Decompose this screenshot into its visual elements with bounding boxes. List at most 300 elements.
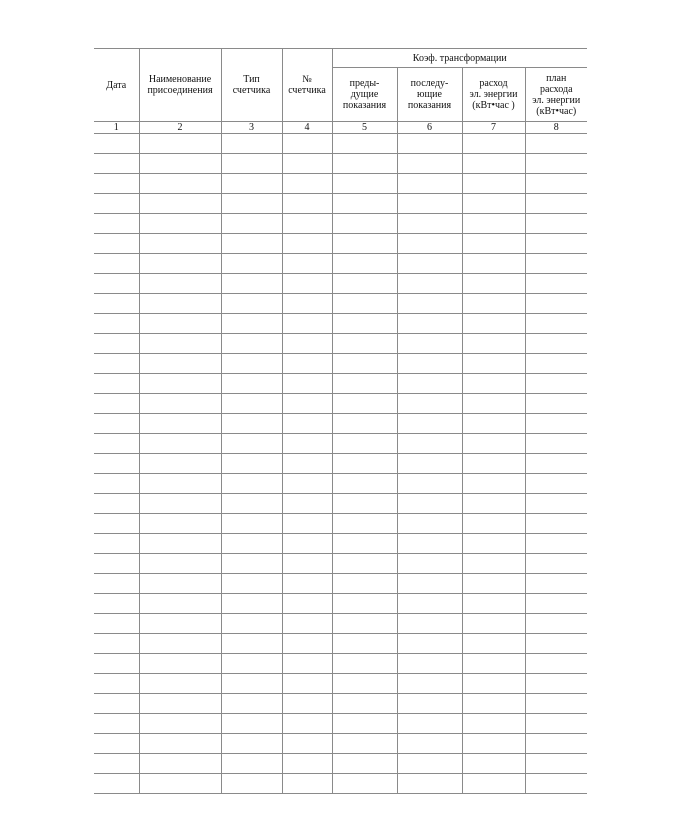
col-header-meter-number: № счетчика — [282, 49, 332, 122]
table-cell[interactable] — [221, 474, 282, 494]
table-cell[interactable] — [139, 694, 221, 714]
table-cell[interactable] — [332, 414, 397, 434]
table-cell[interactable] — [525, 474, 587, 494]
table-cell[interactable] — [525, 634, 587, 654]
table-cell[interactable] — [282, 374, 332, 394]
table-cell[interactable] — [139, 274, 221, 294]
table-cell[interactable] — [397, 274, 462, 294]
col-header-energy-consumption: расход эл. энергии (кВт•час ) — [462, 68, 525, 122]
table-cell[interactable] — [525, 414, 587, 434]
table-cell[interactable] — [462, 134, 525, 154]
table-cell[interactable] — [397, 474, 462, 494]
table-cell[interactable] — [221, 574, 282, 594]
table-cell[interactable] — [525, 694, 587, 714]
table-cell[interactable] — [94, 194, 139, 214]
table-cell[interactable] — [397, 394, 462, 414]
table-cell[interactable] — [94, 374, 139, 394]
table-cell[interactable] — [139, 594, 221, 614]
table-cell[interactable] — [332, 674, 397, 694]
table-row — [94, 734, 587, 754]
table-cell[interactable] — [525, 574, 587, 594]
table-cell[interactable] — [332, 754, 397, 774]
table-cell[interactable] — [139, 194, 221, 214]
table-cell[interactable] — [221, 614, 282, 634]
meter-log-table — [94, 48, 587, 794]
table-cell[interactable] — [221, 174, 282, 194]
table-cell[interactable] — [462, 274, 525, 294]
table-cell[interactable] — [221, 194, 282, 214]
table-cell[interactable] — [462, 314, 525, 334]
table-cell[interactable] — [397, 594, 462, 614]
table-cell[interactable] — [139, 234, 221, 254]
table-cell[interactable] — [462, 594, 525, 614]
table-cell[interactable] — [525, 614, 587, 634]
table-cell[interactable] — [94, 414, 139, 434]
table-cell[interactable] — [282, 654, 332, 674]
table-cell[interactable] — [462, 334, 525, 354]
table-cell[interactable] — [282, 514, 332, 534]
table-row — [94, 694, 587, 714]
table-cell[interactable] — [332, 354, 397, 374]
table-cell[interactable] — [139, 554, 221, 574]
table-cell[interactable] — [139, 574, 221, 594]
table-cell[interactable] — [94, 394, 139, 414]
table-cell[interactable] — [525, 774, 587, 794]
table-cell[interactable] — [332, 694, 397, 714]
table-cell[interactable] — [397, 314, 462, 334]
table-cell[interactable] — [525, 394, 587, 414]
table-cell[interactable] — [94, 134, 139, 154]
table-cell[interactable] — [139, 474, 221, 494]
table-cell[interactable] — [282, 674, 332, 694]
table-cell[interactable] — [462, 434, 525, 454]
table-row — [94, 394, 587, 414]
table-cell[interactable] — [397, 554, 462, 574]
table-cell[interactable] — [525, 734, 587, 754]
table-cell[interactable] — [94, 554, 139, 574]
table-cell[interactable] — [525, 134, 587, 154]
table-row — [94, 294, 587, 314]
table-cell[interactable] — [332, 154, 397, 174]
table-cell[interactable] — [332, 614, 397, 634]
table-cell[interactable] — [397, 694, 462, 714]
table-cell[interactable] — [525, 334, 587, 354]
table-cell[interactable] — [282, 214, 332, 234]
table-cell[interactable] — [94, 674, 139, 694]
table-cell[interactable] — [282, 534, 332, 554]
table-cell[interactable] — [397, 514, 462, 534]
table-cell[interactable] — [282, 354, 332, 374]
table-cell[interactable] — [139, 674, 221, 694]
table-cell[interactable] — [462, 254, 525, 274]
table-cell[interactable] — [525, 674, 587, 694]
table-cell[interactable] — [221, 434, 282, 454]
table-cell[interactable] — [94, 354, 139, 374]
column-number: 4 — [282, 122, 332, 134]
table-cell[interactable] — [94, 714, 139, 734]
col-header-next-readings: последу- ющие показания — [397, 68, 462, 122]
table-cell[interactable] — [525, 374, 587, 394]
table-cell[interactable] — [139, 454, 221, 474]
table-cell[interactable] — [397, 134, 462, 154]
table-cell[interactable] — [332, 474, 397, 494]
table-cell[interactable] — [397, 334, 462, 354]
table-cell[interactable] — [397, 754, 462, 774]
table-cell[interactable] — [332, 334, 397, 354]
table-cell[interactable] — [462, 554, 525, 574]
table-cell[interactable] — [282, 474, 332, 494]
table-cell[interactable] — [139, 294, 221, 314]
table-cell[interactable] — [94, 274, 139, 294]
table-cell[interactable] — [462, 534, 525, 554]
table-row — [94, 374, 587, 394]
table-cell[interactable] — [462, 234, 525, 254]
table-row — [94, 774, 587, 794]
table-cell[interactable] — [221, 694, 282, 714]
table-cell[interactable] — [332, 394, 397, 414]
table-cell[interactable] — [462, 574, 525, 594]
table-row — [94, 454, 587, 474]
table-cell[interactable] — [282, 334, 332, 354]
table-cell[interactable] — [94, 534, 139, 554]
table-cell[interactable] — [221, 634, 282, 654]
table-cell[interactable] — [332, 494, 397, 514]
table-cell[interactable] — [221, 234, 282, 254]
table-cell[interactable] — [525, 174, 587, 194]
table-cell[interactable] — [94, 494, 139, 514]
column-number: 6 — [397, 122, 462, 134]
table-cell[interactable] — [332, 714, 397, 734]
table-row — [94, 354, 587, 374]
table-cell[interactable] — [525, 754, 587, 774]
table-cell[interactable] — [221, 654, 282, 674]
table-cell[interactable] — [332, 194, 397, 214]
table-cell[interactable] — [397, 714, 462, 734]
table-row — [94, 514, 587, 534]
table-cell[interactable] — [332, 134, 397, 154]
table-cell[interactable] — [462, 674, 525, 694]
table-cell[interactable] — [397, 774, 462, 794]
column-number: 1 — [94, 122, 139, 134]
table-cell[interactable] — [221, 314, 282, 334]
table-cell[interactable] — [397, 154, 462, 174]
table-cell[interactable] — [282, 154, 332, 174]
table-cell[interactable] — [139, 654, 221, 674]
table-cell[interactable] — [282, 634, 332, 654]
table-cell[interactable] — [397, 414, 462, 434]
table-cell[interactable] — [397, 614, 462, 634]
table-cell[interactable] — [332, 294, 397, 314]
table-row — [94, 574, 587, 594]
table-cell[interactable] — [139, 414, 221, 434]
table-cell[interactable] — [139, 154, 221, 174]
table-cell[interactable] — [525, 294, 587, 314]
table-row — [94, 334, 587, 354]
table-cell[interactable] — [282, 454, 332, 474]
table-cell[interactable] — [94, 514, 139, 534]
col-header-meter-type: Тип счетчика — [221, 49, 282, 122]
table-cell[interactable] — [221, 494, 282, 514]
table-cell[interactable] — [282, 714, 332, 734]
table-cell[interactable] — [139, 254, 221, 274]
table-cell[interactable] — [139, 774, 221, 794]
table-cell[interactable] — [282, 414, 332, 434]
table-cell[interactable] — [94, 774, 139, 794]
table-cell[interactable] — [397, 194, 462, 214]
table-cell[interactable] — [397, 454, 462, 474]
table-row — [94, 754, 587, 774]
table-cell[interactable] — [282, 174, 332, 194]
table-cell[interactable] — [139, 214, 221, 234]
table-cell[interactable] — [221, 554, 282, 574]
table-cell[interactable] — [462, 474, 525, 494]
table-cell[interactable] — [282, 494, 332, 514]
table-cell[interactable] — [221, 134, 282, 154]
table-cell[interactable] — [332, 234, 397, 254]
table-cell[interactable] — [139, 354, 221, 374]
table-cell[interactable] — [462, 174, 525, 194]
table-row — [94, 614, 587, 634]
table-cell[interactable] — [139, 174, 221, 194]
table-cell[interactable] — [221, 294, 282, 314]
table-cell[interactable] — [397, 674, 462, 694]
table-cell[interactable] — [332, 514, 397, 534]
table-cell[interactable] — [397, 494, 462, 514]
table-cell[interactable] — [332, 654, 397, 674]
table-cell[interactable] — [462, 694, 525, 714]
table-cell[interactable] — [462, 514, 525, 534]
table-cell[interactable] — [221, 734, 282, 754]
table-cell[interactable] — [94, 174, 139, 194]
table-cell[interactable] — [397, 234, 462, 254]
table-cell[interactable] — [525, 154, 587, 174]
table-cell[interactable] — [139, 534, 221, 554]
table-cell[interactable] — [221, 594, 282, 614]
table-cell[interactable] — [462, 454, 525, 474]
table-cell[interactable] — [221, 394, 282, 414]
table-row — [94, 494, 587, 514]
table-cell[interactable] — [332, 534, 397, 554]
table-cell[interactable] — [525, 514, 587, 534]
table-cell[interactable] — [221, 414, 282, 434]
table-cell[interactable] — [462, 654, 525, 674]
table-cell[interactable] — [462, 414, 525, 434]
table-cell[interactable] — [221, 154, 282, 174]
table-cell[interactable] — [397, 354, 462, 374]
table-cell[interactable] — [332, 634, 397, 654]
table-cell[interactable] — [282, 314, 332, 334]
table-cell[interactable] — [397, 254, 462, 274]
table-cell[interactable] — [397, 174, 462, 194]
table-cell[interactable] — [332, 374, 397, 394]
header-row-top — [94, 49, 587, 68]
table-cell[interactable] — [139, 334, 221, 354]
table-cell[interactable] — [221, 534, 282, 554]
table-cell[interactable] — [282, 574, 332, 594]
table-cell[interactable] — [139, 394, 221, 414]
table-cell[interactable] — [462, 614, 525, 634]
table-cell[interactable] — [332, 274, 397, 294]
table-cell[interactable] — [282, 774, 332, 794]
table-cell[interactable] — [397, 634, 462, 654]
table-cell[interactable] — [282, 254, 332, 274]
table-cell[interactable] — [139, 374, 221, 394]
table-cell[interactable] — [525, 494, 587, 514]
table-cell[interactable] — [462, 394, 525, 414]
table-cell[interactable] — [282, 274, 332, 294]
table-row — [94, 474, 587, 494]
table-cell[interactable] — [282, 294, 332, 314]
table-cell[interactable] — [94, 454, 139, 474]
table-cell[interactable] — [221, 254, 282, 274]
table-cell[interactable] — [94, 294, 139, 314]
table-cell[interactable] — [139, 714, 221, 734]
table-cell[interactable] — [397, 534, 462, 554]
table-cell[interactable] — [94, 594, 139, 614]
col-header-connection-name: Наименование присоединения — [139, 49, 221, 122]
table-cell[interactable] — [397, 434, 462, 454]
table-row — [94, 434, 587, 454]
table-cell[interactable] — [221, 334, 282, 354]
table-cell[interactable] — [221, 714, 282, 734]
table-cell[interactable] — [94, 314, 139, 334]
table-cell[interactable] — [332, 734, 397, 754]
table-cell[interactable] — [397, 574, 462, 594]
table-cell[interactable] — [94, 234, 139, 254]
table-cell[interactable] — [332, 314, 397, 334]
table-row — [94, 214, 587, 234]
table-cell[interactable] — [94, 654, 139, 674]
table-cell[interactable] — [139, 134, 221, 154]
table-cell[interactable] — [221, 514, 282, 534]
table-cell[interactable] — [397, 214, 462, 234]
table-cell[interactable] — [221, 374, 282, 394]
table-cell[interactable] — [139, 634, 221, 654]
table-cell[interactable] — [94, 334, 139, 354]
table-cell[interactable] — [221, 214, 282, 234]
table-cell[interactable] — [94, 214, 139, 234]
table-row — [94, 314, 587, 334]
table-cell[interactable] — [525, 194, 587, 214]
table-cell[interactable] — [462, 374, 525, 394]
table-cell[interactable] — [221, 454, 282, 474]
table-cell[interactable] — [282, 554, 332, 574]
table-cell[interactable] — [94, 574, 139, 594]
table-cell[interactable] — [94, 474, 139, 494]
table-cell[interactable] — [94, 254, 139, 274]
table-cell[interactable] — [525, 454, 587, 474]
table-cell[interactable] — [525, 434, 587, 454]
table-cell[interactable] — [397, 294, 462, 314]
table-cell[interactable] — [94, 154, 139, 174]
table-cell[interactable] — [94, 734, 139, 754]
table-cell[interactable] — [462, 774, 525, 794]
table-cell[interactable] — [332, 574, 397, 594]
table-cell[interactable] — [221, 274, 282, 294]
table-cell[interactable] — [332, 594, 397, 614]
table-cell[interactable] — [282, 434, 332, 454]
table-cell[interactable] — [525, 534, 587, 554]
table-cell[interactable] — [94, 754, 139, 774]
table-cell[interactable] — [282, 594, 332, 614]
table-cell[interactable] — [282, 694, 332, 714]
table-cell[interactable] — [462, 714, 525, 734]
table-row — [94, 274, 587, 294]
table-cell[interactable] — [332, 174, 397, 194]
table-cell[interactable] — [94, 434, 139, 454]
table-cell[interactable] — [462, 754, 525, 774]
table-cell[interactable] — [221, 354, 282, 374]
table-cell[interactable] — [462, 194, 525, 214]
table-cell[interactable] — [462, 154, 525, 174]
table-cell[interactable] — [139, 734, 221, 754]
column-number: 5 — [332, 122, 397, 134]
table-cell[interactable] — [525, 234, 587, 254]
table-cell[interactable] — [282, 734, 332, 754]
table-row — [94, 534, 587, 554]
table-cell[interactable] — [525, 554, 587, 574]
col-header-planned-consumption: план расхода эл. энергии (кВт•час) — [525, 68, 587, 122]
table-cell[interactable] — [94, 634, 139, 654]
table-row — [94, 254, 587, 274]
table-cell[interactable] — [525, 254, 587, 274]
table-cell[interactable] — [525, 354, 587, 374]
table-cell[interactable] — [139, 494, 221, 514]
table-cell[interactable] — [332, 454, 397, 474]
table-cell[interactable] — [462, 294, 525, 314]
table-cell[interactable] — [397, 734, 462, 754]
table-cell[interactable] — [139, 314, 221, 334]
table-cell[interactable] — [139, 754, 221, 774]
table-cell[interactable] — [282, 754, 332, 774]
table-row — [94, 194, 587, 214]
table-cell[interactable] — [397, 654, 462, 674]
table-cell[interactable] — [282, 614, 332, 634]
table-cell[interactable] — [282, 394, 332, 414]
table-cell[interactable] — [332, 774, 397, 794]
table-cell[interactable] — [332, 554, 397, 574]
table-cell[interactable] — [462, 214, 525, 234]
table-cell[interactable] — [525, 654, 587, 674]
table-cell[interactable] — [462, 634, 525, 654]
table-cell[interactable] — [525, 594, 587, 614]
col-header-date: Дата — [94, 49, 139, 122]
table-cell[interactable] — [525, 314, 587, 334]
table-cell[interactable] — [221, 774, 282, 794]
table-cell[interactable] — [332, 434, 397, 454]
table-cell[interactable] — [221, 754, 282, 774]
table-cell[interactable] — [525, 274, 587, 294]
table-cell[interactable] — [525, 714, 587, 734]
table-cell[interactable] — [282, 134, 332, 154]
table-cell[interactable] — [139, 434, 221, 454]
column-number: 8 — [525, 122, 587, 134]
table-cell[interactable] — [462, 734, 525, 754]
table-cell[interactable] — [221, 674, 282, 694]
table-cell[interactable] — [332, 254, 397, 274]
table-cell[interactable] — [282, 194, 332, 214]
table-cell[interactable] — [94, 694, 139, 714]
table-cell[interactable] — [525, 214, 587, 234]
table-cell[interactable] — [139, 514, 221, 534]
table-cell[interactable] — [397, 374, 462, 394]
table-cell[interactable] — [462, 354, 525, 374]
table-cell[interactable] — [282, 234, 332, 254]
table-cell[interactable] — [332, 214, 397, 234]
table-cell[interactable] — [94, 614, 139, 634]
table-cell[interactable] — [139, 614, 221, 634]
table-cell[interactable] — [462, 494, 525, 514]
